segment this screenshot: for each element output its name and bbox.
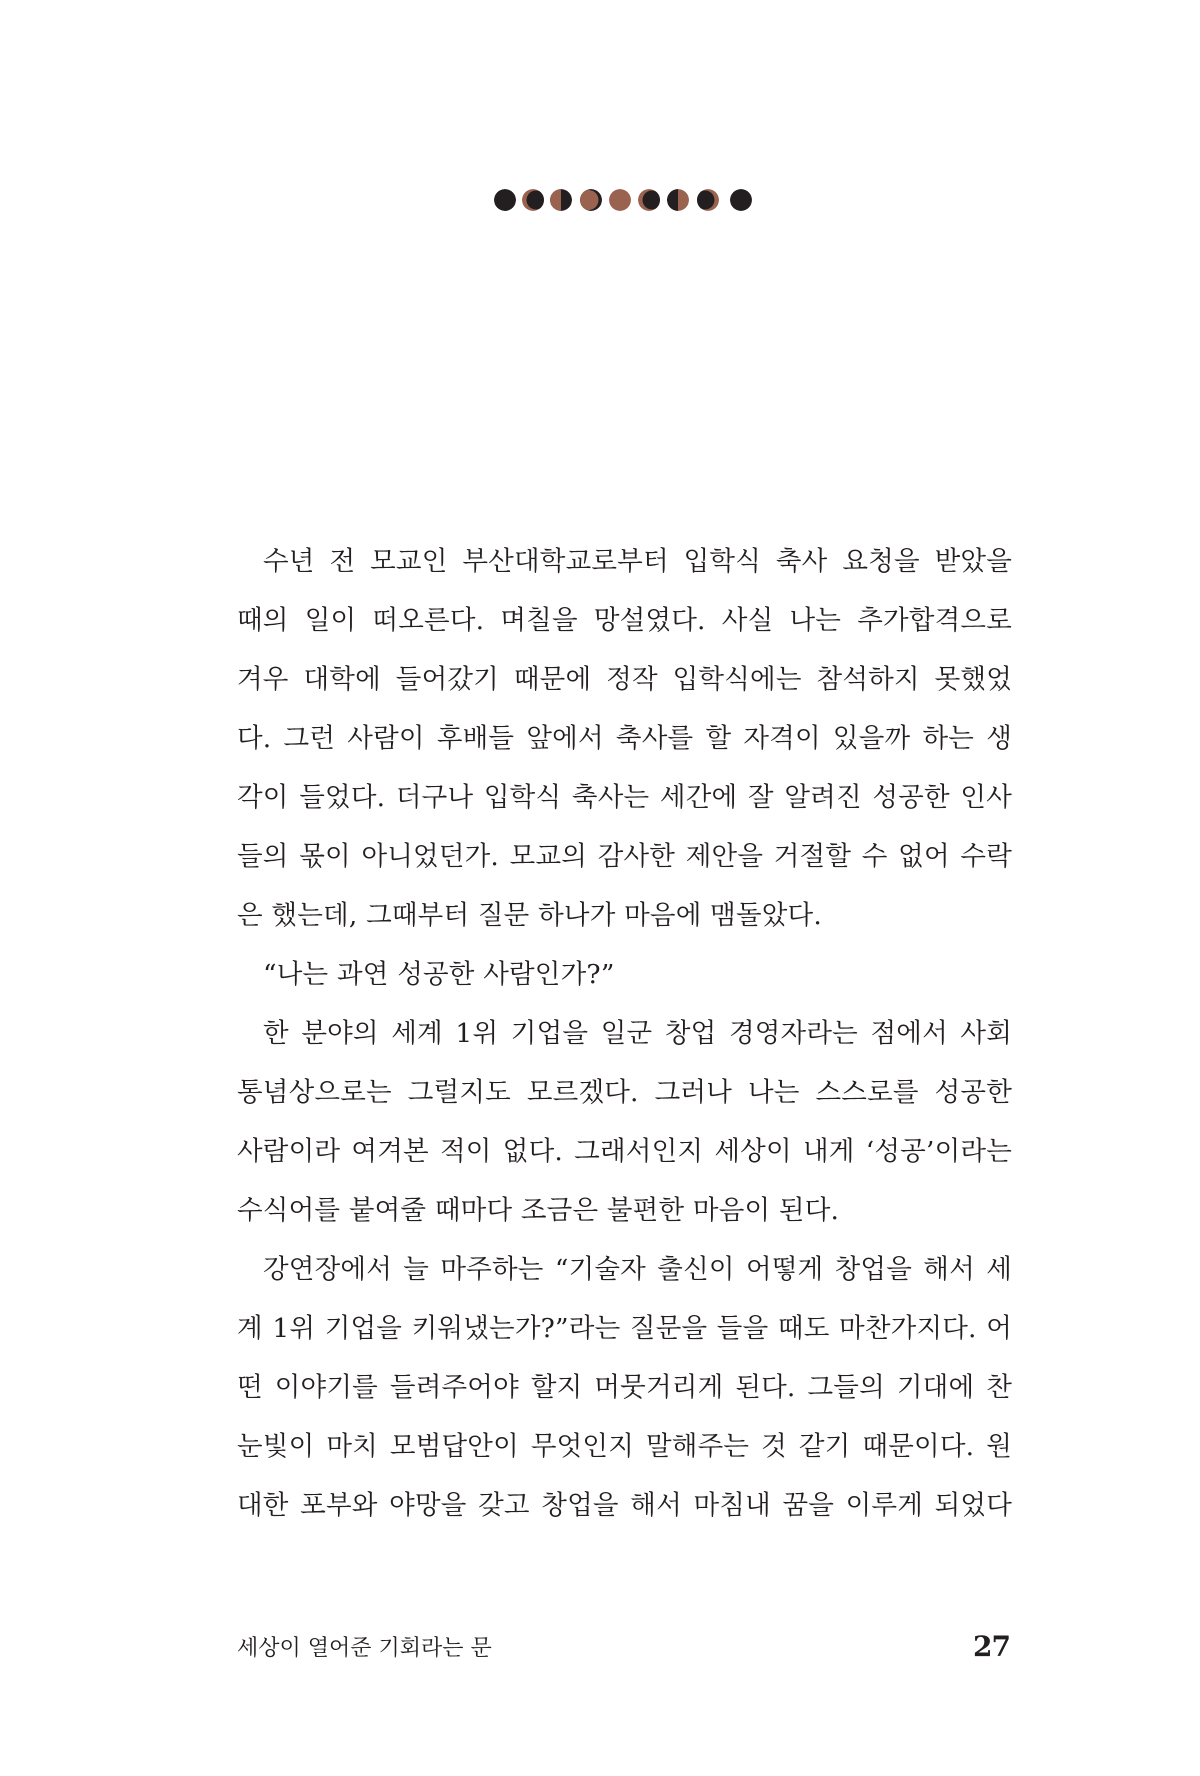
moon-brown-crescent-left-icon bbox=[638, 189, 660, 211]
moon-dark-crescent-right-icon bbox=[580, 189, 602, 211]
moon-full-dark-icon bbox=[494, 189, 516, 211]
page-number: 27 bbox=[973, 1630, 1010, 1663]
running-title: 세상이 열어준 기회라는 문 bbox=[237, 1636, 492, 1661]
text-line: 수식어를 붙여줄 때마다 조금은 불편한 마음이 된다. bbox=[237, 1195, 840, 1226]
moon-full-dark-icon bbox=[730, 189, 752, 211]
moon-half-dark-left-icon bbox=[667, 189, 689, 211]
text-line: 대한 포부와 야망을 갖고 창업을 해서 마침내 꿈을 이루게 되었다 bbox=[237, 1490, 1012, 1521]
text-line: 강연장에서 늘 마주하는 “기술자 출신이 어떻게 창업을 해서 세 bbox=[263, 1254, 1012, 1285]
text-line: 한 분야의 세계 1위 기업을 일군 창업 경영자라는 점에서 사회 bbox=[263, 1018, 1012, 1049]
text-line: 다. 그런 사람이 후배들 앞에서 축사를 할 자격이 있을까 하는 생 bbox=[237, 723, 1012, 754]
text-line: 사람이라 여겨본 적이 없다. 그래서인지 세상이 내게 ‘성공’이라는 bbox=[237, 1136, 1012, 1167]
text-line: 각이 들었다. 더구나 입학식 축사는 세간에 잘 알려진 성공한 인사 bbox=[237, 782, 1012, 813]
text-line: 수년 전 모교인 부산대학교로부터 입학식 축사 요청을 받았을 bbox=[263, 546, 1012, 577]
moon-full-brown-icon bbox=[609, 189, 631, 211]
body-text bbox=[237, 532, 1012, 1535]
text-line: 떤 이야기를 들려주어야 할지 머뭇거리게 된다. 그들의 기대에 찬 bbox=[237, 1372, 1012, 1403]
moon-phase-ornament bbox=[0, 0, 1200, 400]
quote-line: “나는 과연 성공한 사람인가?” bbox=[263, 959, 615, 990]
moon-brown-crescent-left-icon bbox=[522, 189, 544, 211]
text-line: 때의 일이 떠오른다. 며칠을 망설였다. 사실 나는 추가합격으로 bbox=[237, 605, 1012, 636]
moon-brown-crescent-right-icon bbox=[697, 189, 719, 211]
text-line: 은 했는데, 그때부터 질문 하나가 마음에 맴돌았다. bbox=[237, 900, 822, 931]
text-line: 겨우 대학에 들어갔기 때문에 정작 입학식에는 참석하지 못했었 bbox=[237, 664, 1012, 695]
moon-half-brown-left-icon bbox=[550, 189, 572, 211]
text-line: 통념상으로는 그럴지도 모르겠다. 그러나 나는 스스로를 성공한 bbox=[237, 1077, 1012, 1108]
text-line: 계 1위 기업을 키워냈는가?”라는 질문을 들을 때도 마찬가지다. 어 bbox=[237, 1313, 1012, 1344]
text-line: 들의 몫이 아니었던가. 모교의 감사한 제안을 거절할 수 없어 수락 bbox=[237, 841, 1012, 872]
text-line: 눈빛이 마치 모범답안이 무엇인지 말해주는 것 같기 때문이다. 원 bbox=[237, 1431, 1012, 1462]
